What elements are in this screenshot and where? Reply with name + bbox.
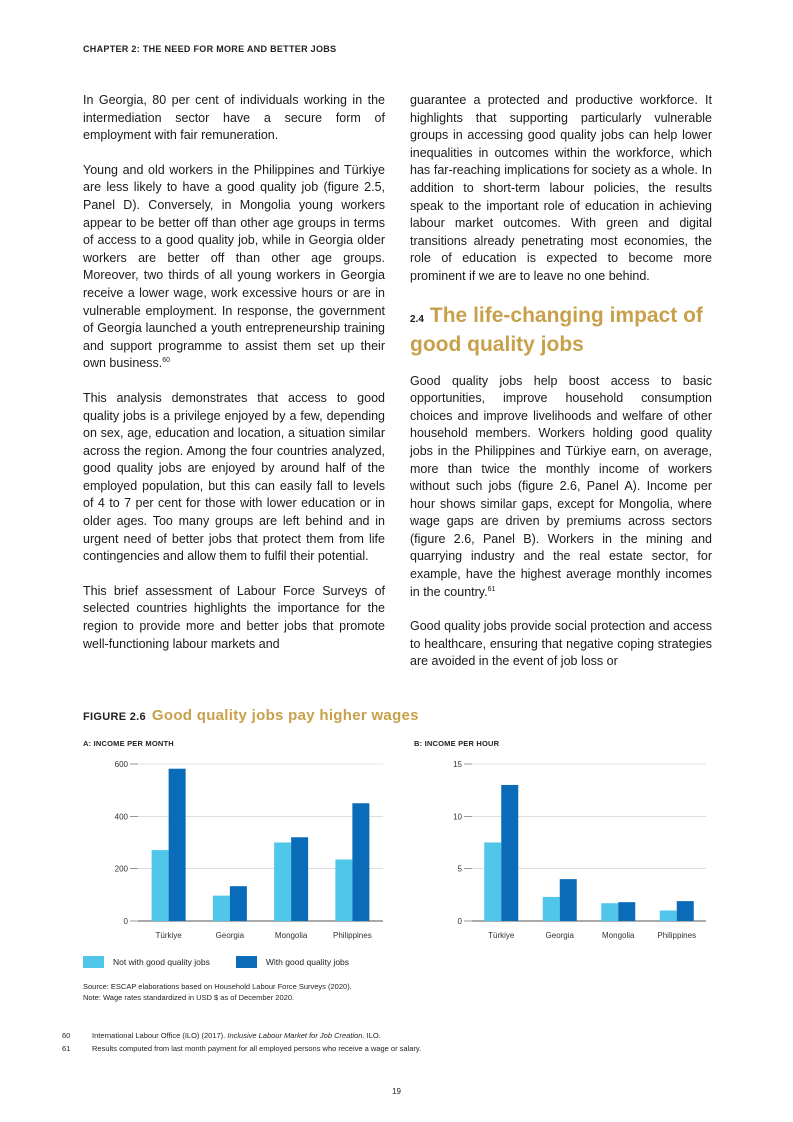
footnote-text-part: . ILO. xyxy=(362,1031,381,1040)
y-tick-label: 0 xyxy=(123,917,128,926)
footnote-number: 60 xyxy=(62,1031,71,1040)
legend-item-good xyxy=(236,956,349,968)
income-per-hour-chart xyxy=(414,750,714,950)
x-tick-label: Georgia xyxy=(215,931,245,940)
right-column xyxy=(410,92,712,688)
page-number: 19 xyxy=(392,1087,401,1096)
legend-item-not-good xyxy=(83,956,210,968)
legend-swatch xyxy=(236,956,257,968)
figure-notes xyxy=(83,981,352,1003)
figure-title xyxy=(83,707,419,724)
section-heading xyxy=(410,303,712,357)
paragraph xyxy=(410,373,712,602)
section-number: 2.4 xyxy=(410,313,424,325)
footnote xyxy=(62,1042,421,1055)
x-tick-label: Mongolia xyxy=(602,931,635,940)
legend-label: Not with good quality jobs xyxy=(113,957,210,967)
bar-not-good xyxy=(274,843,291,922)
x-tick-label: Philippines xyxy=(333,931,372,940)
footnote-number: 61 xyxy=(62,1044,71,1053)
y-tick-label: 200 xyxy=(114,864,128,874)
chapter-header: CHAPTER 2: THE NEED FOR MORE AND BETTER JOBS xyxy=(83,44,337,54)
x-tick-label: Philippines xyxy=(657,931,697,940)
x-tick-label: Mongolia xyxy=(274,931,308,940)
panel-a-title: A: INCOME PER MONTH xyxy=(83,739,174,748)
panel-b-title: B: INCOME PER HOUR xyxy=(414,739,500,748)
y-tick-label: 5 xyxy=(457,864,462,874)
y-tick-label: 600 xyxy=(114,760,128,769)
income-per-month-chart xyxy=(83,750,393,950)
bar-not-good xyxy=(660,911,677,921)
bar-not-good xyxy=(213,896,230,921)
x-tick-label: Türkiye xyxy=(155,931,182,940)
x-tick-label: Türkiye xyxy=(488,931,515,940)
footnote-text-part: International Labour Office (ILO) (2017). xyxy=(92,1031,228,1040)
chart-legend xyxy=(83,956,375,968)
paragraph-text: Young and old workers in the Philippines and Türkiye are less likely to have a good quality job (figure 2.5, Panel D). Conversely, in Mongolia young workers appear to be better off than other age groups in terms of access to a good quality job, while in Georgia older workers are better off than other age groups. Moreover, two thirds of all young workers in Georgia receive a lower wage, work excessive hours or are in vulnerable employment. In response, the government of Georgia launched a youth entrepreneurship training and support programme to assist them set up their own business. xyxy=(83,162,385,371)
bar-good xyxy=(230,886,247,921)
y-tick-label: 400 xyxy=(114,812,128,822)
footnotes xyxy=(62,1029,421,1055)
y-tick-label: 10 xyxy=(453,812,462,822)
figure-note: Note: Wage rates standardized in USD $ as of December 2020. xyxy=(83,993,295,1002)
bar-not-good xyxy=(543,897,560,921)
bar-good xyxy=(501,785,518,921)
left-column xyxy=(83,92,385,670)
footnote-text xyxy=(92,1029,381,1042)
figure-number: FIGURE 2.6 xyxy=(83,711,146,723)
figure-heading: Good quality jobs pay higher wages xyxy=(151,707,419,724)
bar-not-good xyxy=(601,903,618,921)
bar-good xyxy=(352,803,369,921)
footnote-ref[interactable]: 61 xyxy=(487,585,496,593)
paragraph: This brief assessment of Labour Force Surveys of selected countries highlights the importance for the region to provide more and better jobs that promote well-functioning labour markets and xyxy=(83,583,385,651)
y-tick-label: 15 xyxy=(453,760,462,769)
bar-not-good xyxy=(335,860,352,921)
footnote xyxy=(62,1029,421,1042)
section-title: The life-changing impact of good quality jobs xyxy=(410,303,703,356)
figure-source: Source: ESCAP elaborations based on Household Labour Force Surveys (2020). xyxy=(83,982,352,991)
legend-swatch xyxy=(83,956,104,968)
footnote-ref[interactable]: 60 xyxy=(162,357,171,365)
footnote-title: Inclusive Labour Market for Job Creation xyxy=(227,1031,363,1040)
y-tick-label: 0 xyxy=(457,917,462,926)
legend-label: With good quality jobs xyxy=(265,957,350,967)
paragraph-text: Good quality jobs help boost access to basic opportunities, improve household consumption choices and improve livelihoods and welfare of other household members. Workers holding good quality jobs in the Philippines and Türkiye earn, on average, more than twice the monthly income of workers without such jobs (figure 2.6, Panel A). Income per hour shows similar gaps, except for Mongolia, where wage gaps are driven by premiums across sectors (figure 2.6, Panel B). Workers in the mining and quarrying industry and the real estate sector, for example, have the highest average monthly incomes in the country. xyxy=(410,373,712,599)
bar-good xyxy=(677,901,694,921)
x-tick-label: Georgia xyxy=(545,931,574,940)
bar-not-good xyxy=(484,843,501,922)
bar-good xyxy=(169,769,186,921)
footnote-text: Results computed from last month payment for all employed persons who receive a wage or salary. xyxy=(92,1044,422,1053)
paragraph: This analysis demonstrates that access to good quality jobs is a privilege enjoyed by a few, depending on sex, age, education and location, a situation similar across the region. Among the four countries analyzed, good quality jobs are enjoyed by around half of the employed population, but this can easily fall to levels of 4 to 7 per cent for those with lower education or in older ages. Too many groups are left behind and in urgent need of better jobs that protect them from life contingencies and allow them to fulfil their potential. xyxy=(83,390,385,564)
bar-good xyxy=(291,837,308,921)
bar-good xyxy=(560,879,577,921)
bar-good xyxy=(618,902,635,921)
bar-not-good xyxy=(152,850,169,921)
paragraph xyxy=(83,162,385,373)
paragraph: Good quality jobs provide social protection and access to healthcare, ensuring that negative coping strategies are avoided in the event of job loss or xyxy=(410,619,712,669)
paragraph: guarantee a protected and productive workforce. It highlights that supporting particularly vulnerable groups in accessing good quality jobs can help lower inequalities in outcomes within the workforce, which has far-reaching implications for society as a whole. In addition to short-term labour policies, the results speak to the important role of education in achieving labour market outcomes. With green and digital transitions already penetrating most economies, the role of education is expected to become more prominent if we are to leave no one behind. xyxy=(410,93,712,283)
paragraph: In Georgia, 80 per cent of individuals working in the intermediation sector have a secure form of employment with fair remuneration. xyxy=(83,93,385,143)
